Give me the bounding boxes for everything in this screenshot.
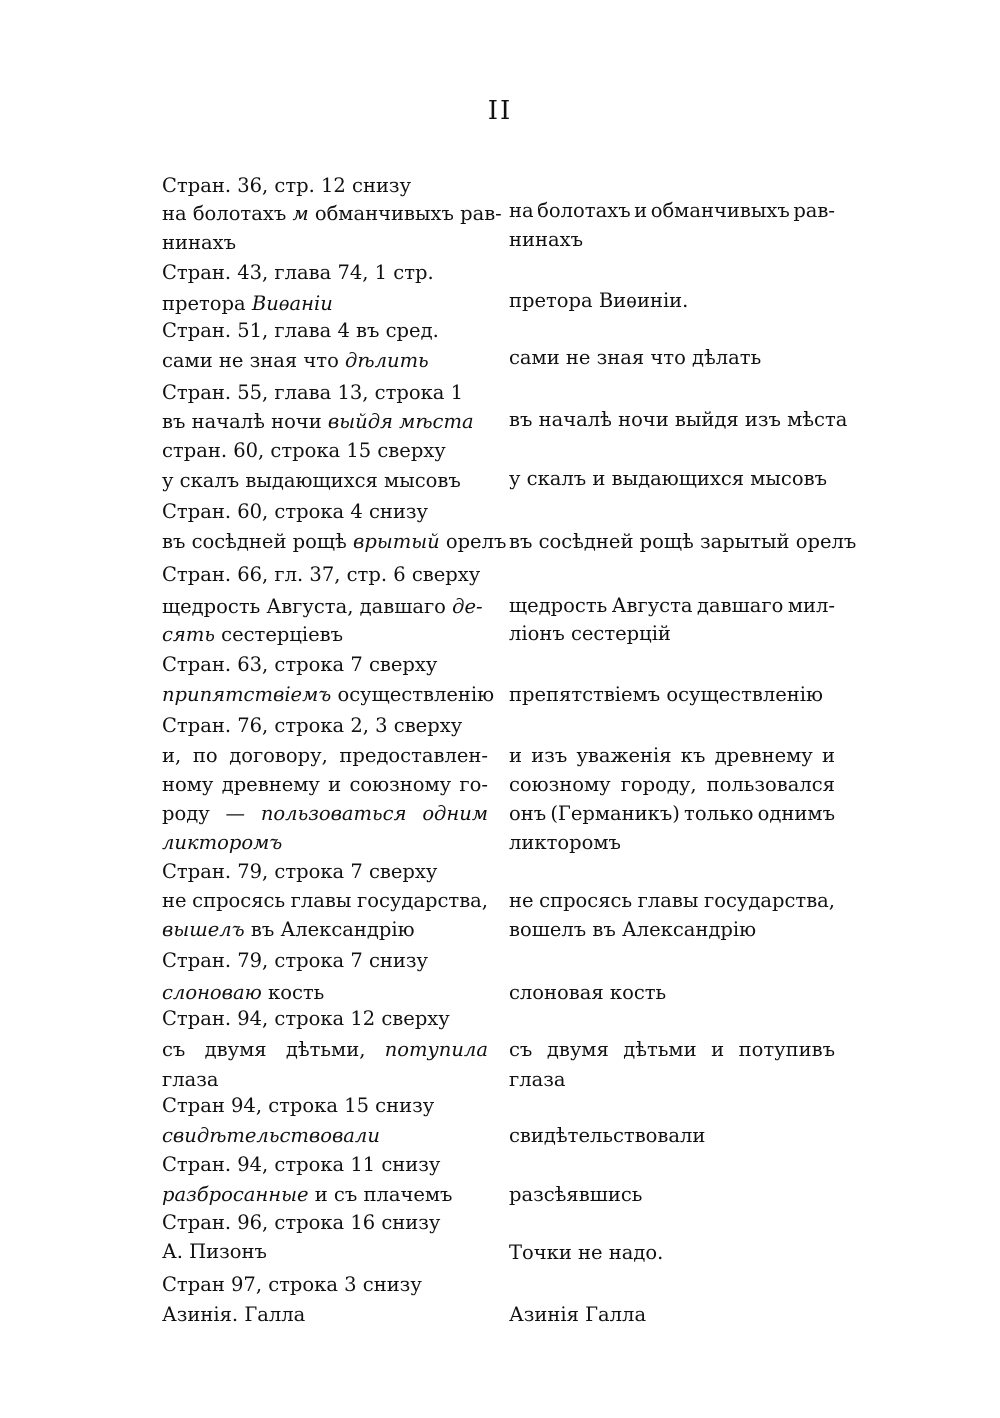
erratum-text: въ сосѣдней рощѣ [162, 530, 353, 553]
correction-word: государства, [704, 889, 835, 912]
erratum-text: у скалъ выдающихся мысовъ [162, 469, 461, 492]
erratum-text-italic: вышелъ [162, 918, 245, 941]
correction-word: и [634, 199, 648, 222]
page-reference: стран. 60, строка 15 сверху [162, 439, 446, 462]
misprint-line [162, 625, 343, 645]
page-reference: Стран. 94, строка 11 снизу [162, 1153, 441, 1176]
page-reference: Стран. 79, строка 7 сверху [162, 860, 438, 883]
misprint-line [162, 351, 429, 371]
erratum-word: дѣтьми, [285, 1038, 366, 1061]
erratum-text-italic: разбросанные [162, 1183, 309, 1206]
erratum-word: и [328, 773, 342, 796]
misprint-line [162, 983, 324, 1003]
correction-line [509, 1040, 835, 1060]
correction-word: съ [509, 1038, 533, 1061]
erratum-text: сестерціевъ [214, 623, 344, 646]
correction-line: ликторомъ [509, 831, 621, 854]
correction-word: не [509, 889, 534, 912]
correction-line: въ началѣ ночи выйдя изъ мѣста [509, 408, 848, 431]
page-reference: Стран. 60, строка 4 снизу [162, 500, 428, 523]
erratum-word: го- [459, 773, 488, 796]
correction-word: давшаго [697, 594, 784, 617]
correction-line [509, 775, 835, 795]
misprint-line [162, 891, 488, 911]
correction-line: слоновая кость [509, 981, 667, 1004]
correction-word: (Германикъ) [550, 802, 680, 825]
erratum-text: щедрость Августа, давшаго [162, 595, 453, 618]
correction-word: на [509, 199, 534, 222]
erratum-text-italic: ликторомъ [162, 831, 283, 854]
erratum-word: ному [162, 773, 214, 796]
correction-line: сами не зная что дѣлать [509, 346, 762, 369]
misprint-line [162, 597, 483, 617]
misprint-line [162, 233, 236, 253]
correction-word: уваженія [576, 744, 672, 767]
erratum-text-italic: де- [452, 595, 483, 618]
page-reference: Стран 94, строка 15 снизу [162, 1094, 435, 1117]
erratum-word: спросясь [192, 889, 286, 912]
correction-line [509, 201, 835, 221]
correction-word: рав- [793, 199, 835, 222]
correction-word: союзному [509, 773, 611, 796]
correction-word: дѣтьми [623, 1038, 697, 1061]
misprint-line [162, 532, 506, 552]
erratum-text-italic: сять [162, 623, 215, 646]
correction-line: свидѣтельствовали [509, 1124, 706, 1147]
erratum-text-italic: свидѣтельствовали [162, 1124, 380, 1147]
erratum-text: осуществленію [331, 683, 495, 706]
page-reference: Стран. 36, стр. 12 снизу [162, 174, 412, 197]
page-reference: Стран. 43, глава 74, 1 стр. [162, 261, 434, 284]
correction-word: только [684, 802, 754, 825]
page-number: II [487, 96, 513, 126]
page-reference: Стран 97, строка 3 снизу [162, 1273, 422, 1296]
erratum-text: и съ плачемъ [308, 1183, 453, 1206]
erratum-word: союзному [349, 773, 452, 796]
correction-line: ліонъ сестерцій [509, 622, 671, 645]
erratum-word: съ [162, 1038, 186, 1061]
correction-line: разсѣявшись [509, 1183, 643, 1206]
erratum-word: предоставлен- [339, 744, 488, 767]
correction-word: потупивъ [738, 1038, 835, 1061]
correction-word: пользовался [706, 773, 835, 796]
page-reference: Стран. 96, строка 16 снизу [162, 1211, 441, 1234]
misprint-line [162, 1070, 219, 1090]
misprint-line [162, 471, 461, 491]
correction-word: мил- [787, 594, 835, 617]
erratum-text-italic: Виѳаніи [251, 292, 333, 315]
correction-line: глаза [509, 1068, 566, 1091]
misprint-line [162, 1185, 452, 1205]
correction-line: Азинія Галла [509, 1303, 647, 1326]
erratum-word-italic: одним [422, 802, 488, 825]
misprint-line [162, 1305, 305, 1325]
correction-word: и [821, 744, 835, 767]
erratum-word: договору, [229, 744, 328, 767]
erratum-word: древнему [221, 773, 320, 796]
erratum-word: главы [290, 889, 352, 912]
erratum-word: роду [162, 802, 210, 825]
erratum-text: сами не зная что [162, 349, 346, 372]
misprint-line [162, 920, 415, 940]
page-reference: Стран. 63, строка 7 сверху [162, 653, 438, 676]
page-reference: Стран. 79, строка 7 снизу [162, 949, 428, 972]
correction-line: въ сосѣдней рощѣ зарытый орелъ [509, 530, 857, 553]
misprint-line [162, 1242, 267, 1262]
correction-word: онъ [509, 802, 547, 825]
correction-line: Точки не надо. [509, 1241, 664, 1264]
misprint-line [162, 775, 488, 795]
erratum-text-italic: врытый [352, 530, 440, 553]
misprint-line [162, 294, 333, 314]
misprint-line [162, 1126, 380, 1146]
erratum-text: нинахъ [162, 231, 237, 254]
correction-word: Августа [611, 594, 693, 617]
misprint-line [162, 804, 488, 824]
misprint-line [162, 204, 502, 224]
correction-word: двумя [546, 1038, 609, 1061]
erratum-text-italic: слоноваю [162, 981, 262, 1004]
erratum-text: кость [261, 981, 325, 1004]
erratum-text: Азинія. Галла [162, 1303, 306, 1326]
correction-word: главы [637, 889, 699, 912]
misprint-line [162, 685, 494, 705]
correction-word: болотахъ [537, 199, 631, 222]
erratum-word: и, [162, 744, 182, 767]
erratum-text-italic: м [292, 202, 309, 225]
correction-word: и [509, 744, 522, 767]
page-reference: Стран. 66, гл. 37, стр. 6 сверху [162, 563, 481, 586]
correction-line: у скалъ и выдающихся мысовъ [509, 467, 827, 490]
page-reference: Стран. 76, строка 2, 3 сверху [162, 714, 463, 737]
correction-word: спросясь [539, 889, 633, 912]
correction-word: и [711, 1038, 725, 1061]
erratum-text: обманчивыхъ рав- [308, 202, 502, 225]
erratum-text: орелъ [439, 530, 507, 553]
correction-line: вошелъ въ Александрію [509, 918, 757, 941]
misprint-line [162, 746, 488, 766]
erratum-text: претора [162, 292, 252, 315]
correction-line [509, 891, 835, 911]
correction-line: нинахъ [509, 228, 584, 251]
correction-line: претора Виѳиніи. [509, 289, 689, 312]
erratum-text: А. Пизонъ [162, 1240, 267, 1263]
misprint-line [162, 1040, 488, 1060]
erratum-text: на болотахъ [162, 202, 293, 225]
erratum-word: государства, [357, 889, 488, 912]
erratum-text-italic: припятствіемъ [162, 683, 332, 706]
erratum-word: по [192, 744, 218, 767]
erratum-text-italic: дѣлить [345, 349, 429, 372]
correction-word: древнему [714, 744, 813, 767]
misprint-line [162, 412, 474, 432]
page-reference: Стран. 94, строка 12 сверху [162, 1007, 450, 1030]
erratum-text: въ Александрію [244, 918, 415, 941]
erratum-word-italic: пользоваться [260, 802, 407, 825]
erratum-word: — [225, 802, 246, 825]
page-reference: Стран. 51, глава 4 въ сред. [162, 319, 439, 342]
correction-word: городу, [620, 773, 697, 796]
correction-word: обманчивыхъ [650, 199, 790, 222]
erratum-word-italic: потупила [384, 1038, 488, 1061]
correction-word: щедрость [509, 594, 608, 617]
page-reference: Стран. 55, глава 13, строка 1 [162, 381, 464, 404]
correction-word: однимъ [757, 802, 835, 825]
erratum-word: не [162, 889, 187, 912]
correction-word: къ [680, 744, 706, 767]
misprint-line [162, 833, 282, 853]
erratum-text: глаза [162, 1068, 219, 1091]
erratum-word: двумя [204, 1038, 267, 1061]
correction-line [509, 596, 835, 616]
erratum-text: въ началѣ ночи [162, 410, 328, 433]
correction-word: изъ [531, 744, 568, 767]
correction-line: препятствіемъ осуществленію [509, 683, 823, 706]
erratum-text-italic: выйдя мѣста [327, 410, 474, 433]
correction-line [509, 804, 835, 824]
correction-line [509, 746, 835, 766]
